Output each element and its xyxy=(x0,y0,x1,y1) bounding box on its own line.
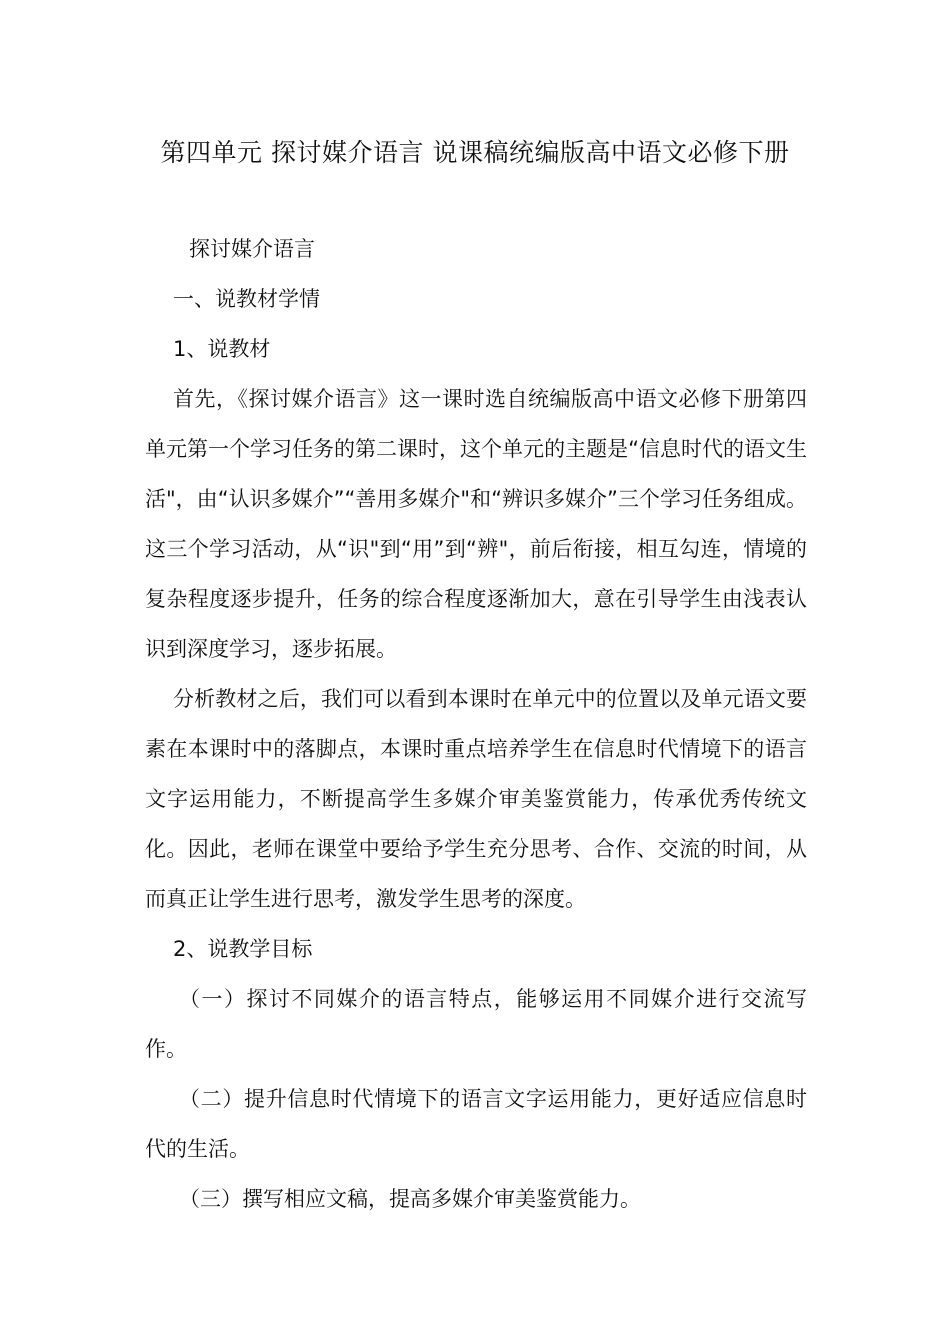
subsection-heading-textbook: 1、说教材 xyxy=(173,337,271,361)
section-heading-1: 一、说教材学情 xyxy=(173,287,320,311)
document-title: 第四单元 探讨媒介语言 说课稿统编版高中语文必修下册 xyxy=(160,138,790,167)
goal-item-2: （二）提升信息时代情境下的语言文字运用能力，更好适应信息时代的生活。 xyxy=(145,1087,807,1161)
paragraph-textbook-analysis: 分析教材之后，我们可以看到本课时在单元中的位置以及单元语文要素在本课时中的落脚点，本课时重点培养学生在信息时代情境下的语言文字运用能力，不断提高学生多媒介审美鉴赏能力，传承优秀传统文化。因此，老师在课堂中要给予学生充分思考、合作、交流的时间，从而真正让学生进行思考，激发学生思考的深度。 xyxy=(145,687,807,911)
paragraph-textbook-intro: 首先，《探讨媒介语言》这一课时选自统编版高中语文必修下册第四单元第一个学习任务的第二课时，这个单元的主题是“信息时代的语文生活"，由“认识多媒介”“善用多媒介"和“辨识多媒介”三个学习任务组成。这三个学习活动，从“识"到“用”到“辨"，前后衔接，相互勾连，情境的复杂程度逐步提升，任务的综合程度逐渐加大，意在引导学生由浅表认识到深度学习，逐步拓展。 xyxy=(145,387,807,661)
goal-item-3: （三）撰写相应文稿，提高多媒介审美鉴赏能力。 xyxy=(179,1187,641,1211)
document-body xyxy=(145,224,807,1224)
goal-item-1: （一）探讨不同媒介的语言特点，能够运用不同媒介进行交流写作。 xyxy=(145,987,807,1061)
subsection-heading-goals: 2、说教学目标 xyxy=(173,937,313,961)
section-subtitle: 探讨媒介语言 xyxy=(189,237,315,261)
